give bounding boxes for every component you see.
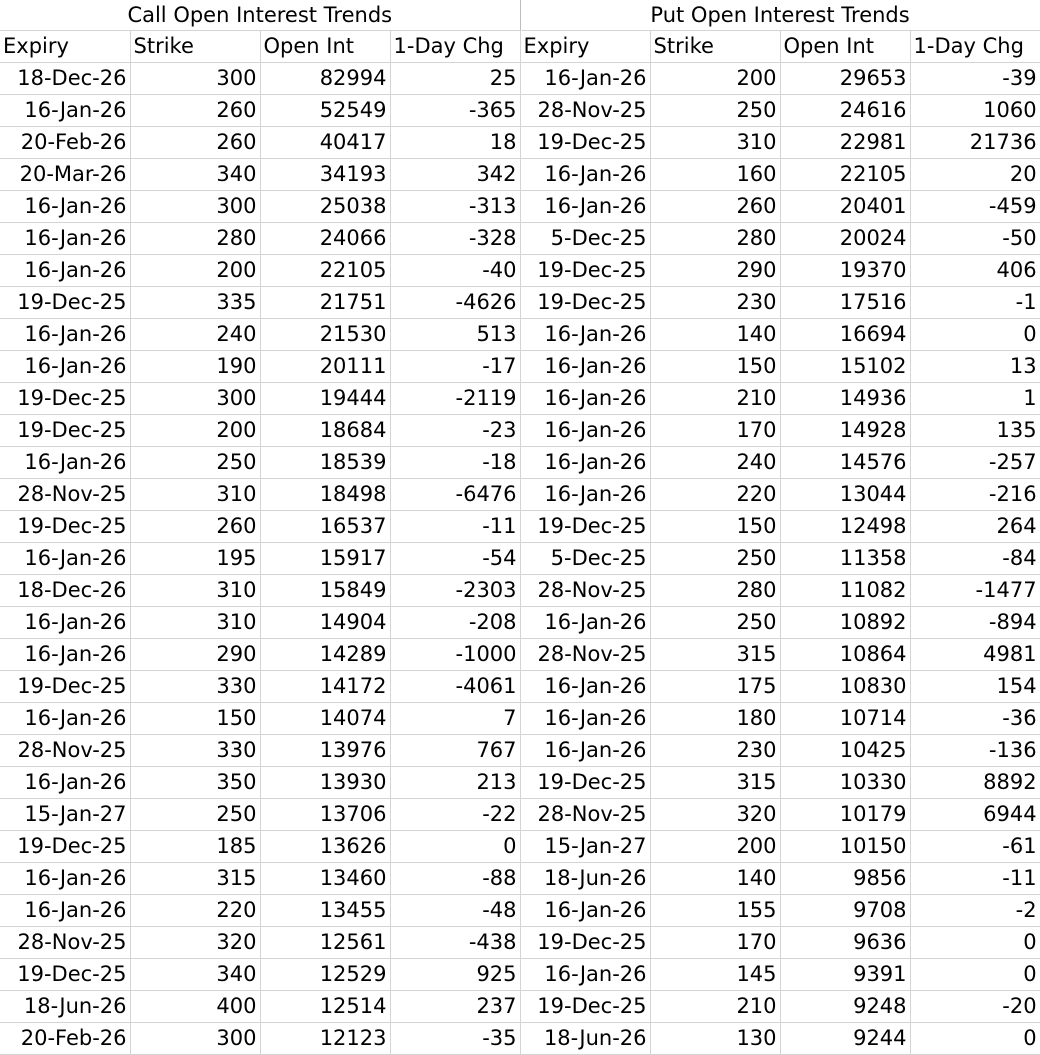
call-cell-open-int[interactable]: 13930 — [260, 766, 390, 798]
put-cell-open-int[interactable]: 11082 — [780, 574, 910, 606]
put-cell-1-day-chg[interactable]: -257 — [910, 446, 1040, 478]
call-cell-expiry[interactable]: 16-Jan-26 — [0, 894, 130, 926]
put-header-strike[interactable]: Strike — [650, 30, 780, 62]
call-cell-1-day-chg[interactable]: -438 — [390, 926, 520, 958]
put-cell-1-day-chg[interactable]: 1 — [910, 382, 1040, 414]
put-cell-strike[interactable]: 170 — [650, 926, 780, 958]
put-header-open-int[interactable]: Open Int — [780, 30, 910, 62]
table-row — [0, 286, 1040, 318]
call-cell-1-day-chg[interactable]: 25 — [390, 62, 520, 94]
table-row — [0, 606, 1040, 638]
call-cell-strike[interactable]: 300 — [130, 1022, 260, 1054]
put-cell-expiry[interactable]: 19-Dec-25 — [520, 254, 650, 286]
call-cell-1-day-chg[interactable]: -208 — [390, 606, 520, 638]
put-cell-strike[interactable]: 230 — [650, 734, 780, 766]
table-row — [0, 1022, 1040, 1054]
put-cell-expiry[interactable]: 19-Dec-25 — [520, 926, 650, 958]
put-cell-expiry[interactable]: 16-Jan-26 — [520, 606, 650, 638]
call-cell-open-int[interactable]: 14289 — [260, 638, 390, 670]
call-cell-strike[interactable]: 300 — [130, 62, 260, 94]
table-row — [0, 798, 1040, 830]
put-cell-expiry[interactable]: 19-Dec-25 — [520, 766, 650, 798]
call-cell-strike[interactable]: 260 — [130, 126, 260, 158]
header-row — [0, 30, 1040, 62]
table-row — [0, 222, 1040, 254]
call-cell-1-day-chg[interactable]: 18 — [390, 126, 520, 158]
table-row — [0, 190, 1040, 222]
call-cell-strike[interactable]: 320 — [130, 926, 260, 958]
call-cell-expiry[interactable]: 19-Dec-25 — [0, 510, 130, 542]
put-cell-open-int[interactable]: 9636 — [780, 926, 910, 958]
table-row — [0, 94, 1040, 126]
put-cell-expiry[interactable]: 28-Nov-25 — [520, 798, 650, 830]
put-cell-open-int[interactable]: 10892 — [780, 606, 910, 638]
table-row — [0, 510, 1040, 542]
call-cell-1-day-chg[interactable]: -22 — [390, 798, 520, 830]
table-row — [0, 254, 1040, 286]
call-cell-strike[interactable]: 310 — [130, 574, 260, 606]
call-cell-strike[interactable]: 400 — [130, 990, 260, 1022]
call-cell-expiry[interactable]: 18-Dec-26 — [0, 574, 130, 606]
call-section-title[interactable]: Call Open Interest Trends — [0, 0, 520, 30]
call-cell-expiry[interactable]: 16-Jan-26 — [0, 542, 130, 574]
put-cell-open-int[interactable]: 9856 — [780, 862, 910, 894]
call-cell-expiry[interactable]: 16-Jan-26 — [0, 190, 130, 222]
call-cell-strike[interactable]: 330 — [130, 670, 260, 702]
call-cell-strike[interactable]: 260 — [130, 94, 260, 126]
call-cell-1-day-chg[interactable]: 7 — [390, 702, 520, 734]
put-cell-strike[interactable]: 145 — [650, 958, 780, 990]
table-row — [0, 478, 1040, 510]
table-row — [0, 158, 1040, 190]
put-cell-open-int[interactable]: 19370 — [780, 254, 910, 286]
call-cell-open-int[interactable]: 21751 — [260, 286, 390, 318]
put-cell-strike[interactable]: 250 — [650, 606, 780, 638]
call-cell-expiry[interactable]: 16-Jan-26 — [0, 702, 130, 734]
put-cell-expiry[interactable]: 19-Dec-25 — [520, 126, 650, 158]
call-cell-strike[interactable]: 150 — [130, 702, 260, 734]
put-cell-strike[interactable]: 280 — [650, 574, 780, 606]
put-cell-strike[interactable]: 250 — [650, 542, 780, 574]
put-cell-open-int[interactable]: 9708 — [780, 894, 910, 926]
put-cell-1-day-chg[interactable]: -459 — [910, 190, 1040, 222]
call-cell-expiry[interactable]: 28-Nov-25 — [0, 926, 130, 958]
put-cell-1-day-chg[interactable]: 6944 — [910, 798, 1040, 830]
put-cell-strike[interactable]: 170 — [650, 414, 780, 446]
call-cell-expiry[interactable]: 16-Jan-26 — [0, 254, 130, 286]
put-cell-1-day-chg[interactable]: -84 — [910, 542, 1040, 574]
table-row — [0, 830, 1040, 862]
call-cell-1-day-chg[interactable]: -23 — [390, 414, 520, 446]
put-header-1-day-chg[interactable]: 1-Day Chg — [910, 30, 1040, 62]
table-row — [0, 926, 1040, 958]
put-cell-strike[interactable]: 210 — [650, 382, 780, 414]
table-row — [0, 62, 1040, 94]
call-cell-1-day-chg[interactable]: -365 — [390, 94, 520, 126]
call-cell-1-day-chg[interactable]: -2303 — [390, 574, 520, 606]
call-cell-1-day-chg[interactable]: -1000 — [390, 638, 520, 670]
put-cell-expiry[interactable]: 16-Jan-26 — [520, 318, 650, 350]
put-cell-strike[interactable]: 200 — [650, 62, 780, 94]
call-cell-expiry[interactable]: 18-Jun-26 — [0, 990, 130, 1022]
put-cell-strike[interactable]: 230 — [650, 286, 780, 318]
put-cell-1-day-chg[interactable]: 406 — [910, 254, 1040, 286]
put-cell-open-int[interactable]: 10150 — [780, 830, 910, 862]
call-cell-1-day-chg[interactable]: -4061 — [390, 670, 520, 702]
put-cell-expiry[interactable]: 28-Nov-25 — [520, 574, 650, 606]
put-cell-1-day-chg[interactable]: -1477 — [910, 574, 1040, 606]
put-cell-open-int[interactable]: 10864 — [780, 638, 910, 670]
put-cell-open-int[interactable]: 11358 — [780, 542, 910, 574]
put-cell-strike[interactable]: 280 — [650, 222, 780, 254]
call-cell-1-day-chg[interactable]: 767 — [390, 734, 520, 766]
call-cell-open-int[interactable]: 12514 — [260, 990, 390, 1022]
call-cell-strike[interactable]: 250 — [130, 446, 260, 478]
call-cell-1-day-chg[interactable]: 213 — [390, 766, 520, 798]
call-cell-expiry[interactable]: 16-Jan-26 — [0, 766, 130, 798]
put-cell-strike[interactable]: 210 — [650, 990, 780, 1022]
call-cell-1-day-chg[interactable]: -18 — [390, 446, 520, 478]
put-cell-open-int[interactable]: 22105 — [780, 158, 910, 190]
put-cell-strike[interactable]: 315 — [650, 638, 780, 670]
put-cell-expiry[interactable]: 16-Jan-26 — [520, 190, 650, 222]
call-cell-1-day-chg[interactable]: -4626 — [390, 286, 520, 318]
table-row — [0, 766, 1040, 798]
table-row — [0, 862, 1040, 894]
call-cell-strike[interactable]: 300 — [130, 382, 260, 414]
call-cell-expiry[interactable]: 19-Dec-25 — [0, 286, 130, 318]
call-cell-open-int[interactable]: 14074 — [260, 702, 390, 734]
call-cell-expiry[interactable]: 20-Mar-26 — [0, 158, 130, 190]
put-cell-open-int[interactable]: 14576 — [780, 446, 910, 478]
call-cell-1-day-chg[interactable]: 925 — [390, 958, 520, 990]
table-row — [0, 894, 1040, 926]
call-cell-open-int[interactable]: 34193 — [260, 158, 390, 190]
put-cell-open-int[interactable]: 13044 — [780, 478, 910, 510]
put-cell-strike[interactable]: 155 — [650, 894, 780, 926]
table-row — [0, 990, 1040, 1022]
put-cell-strike[interactable]: 250 — [650, 94, 780, 126]
call-cell-expiry[interactable]: 16-Jan-26 — [0, 862, 130, 894]
put-cell-open-int[interactable]: 20024 — [780, 222, 910, 254]
call-cell-open-int[interactable]: 25038 — [260, 190, 390, 222]
call-header-open-int[interactable]: Open Int — [260, 30, 390, 62]
put-cell-strike[interactable]: 240 — [650, 446, 780, 478]
call-cell-strike[interactable]: 300 — [130, 190, 260, 222]
call-cell-expiry[interactable]: 19-Dec-25 — [0, 382, 130, 414]
call-cell-strike[interactable]: 280 — [130, 222, 260, 254]
table-row — [0, 350, 1040, 382]
put-cell-expiry[interactable]: 28-Nov-25 — [520, 94, 650, 126]
table-row — [0, 318, 1040, 350]
table-row — [0, 638, 1040, 670]
put-cell-open-int[interactable]: 9391 — [780, 958, 910, 990]
call-cell-open-int[interactable]: 15849 — [260, 574, 390, 606]
call-cell-strike[interactable]: 315 — [130, 862, 260, 894]
call-cell-open-int[interactable]: 18684 — [260, 414, 390, 446]
put-cell-expiry[interactable]: 18-Jun-26 — [520, 862, 650, 894]
put-cell-strike[interactable]: 150 — [650, 510, 780, 542]
put-cell-1-day-chg[interactable]: 13 — [910, 350, 1040, 382]
put-cell-expiry[interactable]: 16-Jan-26 — [520, 958, 650, 990]
call-cell-expiry[interactable]: 19-Dec-25 — [0, 670, 130, 702]
call-cell-strike[interactable]: 310 — [130, 478, 260, 510]
put-cell-open-int[interactable]: 20401 — [780, 190, 910, 222]
put-cell-expiry[interactable]: 5-Dec-25 — [520, 542, 650, 574]
call-cell-open-int[interactable]: 24066 — [260, 222, 390, 254]
put-cell-1-day-chg[interactable]: 0 — [910, 318, 1040, 350]
put-cell-strike[interactable]: 315 — [650, 766, 780, 798]
call-cell-1-day-chg[interactable]: -40 — [390, 254, 520, 286]
put-cell-1-day-chg[interactable]: -39 — [910, 62, 1040, 94]
put-cell-1-day-chg[interactable]: -20 — [910, 990, 1040, 1022]
call-cell-1-day-chg[interactable]: -11 — [390, 510, 520, 542]
call-cell-strike[interactable]: 250 — [130, 798, 260, 830]
call-cell-strike[interactable]: 240 — [130, 318, 260, 350]
call-cell-open-int[interactable]: 16537 — [260, 510, 390, 542]
put-cell-1-day-chg[interactable]: 4981 — [910, 638, 1040, 670]
call-cell-open-int[interactable]: 13976 — [260, 734, 390, 766]
call-cell-1-day-chg[interactable]: -35 — [390, 1022, 520, 1054]
call-cell-strike[interactable]: 330 — [130, 734, 260, 766]
call-header-expiry[interactable]: Expiry — [0, 30, 130, 62]
call-cell-strike[interactable]: 340 — [130, 158, 260, 190]
put-cell-open-int[interactable]: 10830 — [780, 670, 910, 702]
put-cell-1-day-chg[interactable]: -894 — [910, 606, 1040, 638]
table-row — [0, 702, 1040, 734]
call-cell-expiry[interactable]: 20-Feb-26 — [0, 126, 130, 158]
call-cell-1-day-chg[interactable]: -17 — [390, 350, 520, 382]
put-cell-strike[interactable]: 310 — [650, 126, 780, 158]
put-cell-strike[interactable]: 140 — [650, 318, 780, 350]
call-cell-strike[interactable]: 185 — [130, 830, 260, 862]
call-cell-open-int[interactable]: 13706 — [260, 798, 390, 830]
call-cell-strike[interactable]: 340 — [130, 958, 260, 990]
put-cell-expiry[interactable]: 16-Jan-26 — [520, 446, 650, 478]
call-cell-open-int[interactable]: 18498 — [260, 478, 390, 510]
call-cell-strike[interactable]: 335 — [130, 286, 260, 318]
table-row — [0, 574, 1040, 606]
call-cell-strike[interactable]: 200 — [130, 414, 260, 446]
put-cell-expiry[interactable]: 19-Dec-25 — [520, 286, 650, 318]
call-cell-expiry[interactable]: 28-Nov-25 — [0, 734, 130, 766]
put-cell-1-day-chg[interactable]: -2 — [910, 894, 1040, 926]
put-cell-open-int[interactable]: 14928 — [780, 414, 910, 446]
put-cell-strike[interactable]: 130 — [650, 1022, 780, 1054]
put-cell-expiry[interactable]: 16-Jan-26 — [520, 478, 650, 510]
put-cell-open-int[interactable]: 10330 — [780, 766, 910, 798]
call-cell-open-int[interactable]: 52549 — [260, 94, 390, 126]
call-cell-expiry[interactable]: 18-Dec-26 — [0, 62, 130, 94]
call-cell-1-day-chg[interactable]: 0 — [390, 830, 520, 862]
table-row — [0, 382, 1040, 414]
put-cell-1-day-chg[interactable]: 1060 — [910, 94, 1040, 126]
put-cell-open-int[interactable]: 14936 — [780, 382, 910, 414]
call-cell-strike[interactable]: 290 — [130, 638, 260, 670]
put-cell-1-day-chg[interactable]: 0 — [910, 1022, 1040, 1054]
put-section-title[interactable]: Put Open Interest Trends — [520, 0, 1040, 30]
put-cell-strike[interactable]: 260 — [650, 190, 780, 222]
put-cell-expiry[interactable]: 19-Dec-25 — [520, 990, 650, 1022]
call-cell-1-day-chg[interactable]: 237 — [390, 990, 520, 1022]
call-cell-open-int[interactable]: 13460 — [260, 862, 390, 894]
call-cell-expiry[interactable]: 16-Jan-26 — [0, 606, 130, 638]
put-cell-expiry[interactable]: 16-Jan-26 — [520, 734, 650, 766]
put-cell-open-int[interactable]: 17516 — [780, 286, 910, 318]
put-cell-strike[interactable]: 175 — [650, 670, 780, 702]
put-cell-open-int[interactable]: 22981 — [780, 126, 910, 158]
call-header-strike[interactable]: Strike — [130, 30, 260, 62]
put-cell-open-int[interactable]: 9248 — [780, 990, 910, 1022]
call-cell-1-day-chg[interactable]: -313 — [390, 190, 520, 222]
put-cell-expiry[interactable]: 16-Jan-26 — [520, 894, 650, 926]
put-cell-expiry[interactable]: 16-Jan-26 — [520, 670, 650, 702]
table-row — [0, 734, 1040, 766]
put-cell-open-int[interactable]: 10714 — [780, 702, 910, 734]
put-cell-1-day-chg[interactable]: -36 — [910, 702, 1040, 734]
table-row — [0, 446, 1040, 478]
call-cell-open-int[interactable]: 14904 — [260, 606, 390, 638]
put-cell-expiry[interactable]: 5-Dec-25 — [520, 222, 650, 254]
call-cell-expiry[interactable]: 19-Dec-25 — [0, 414, 130, 446]
put-cell-expiry[interactable]: 18-Jun-26 — [520, 1022, 650, 1054]
call-cell-expiry[interactable]: 15-Jan-27 — [0, 798, 130, 830]
put-cell-1-day-chg[interactable]: -50 — [910, 222, 1040, 254]
call-cell-open-int[interactable]: 18539 — [260, 446, 390, 478]
put-cell-open-int[interactable]: 12498 — [780, 510, 910, 542]
call-cell-open-int[interactable]: 13626 — [260, 830, 390, 862]
put-cell-strike[interactable]: 290 — [650, 254, 780, 286]
put-cell-open-int[interactable]: 24616 — [780, 94, 910, 126]
call-cell-open-int[interactable]: 21530 — [260, 318, 390, 350]
put-cell-strike[interactable]: 140 — [650, 862, 780, 894]
call-cell-open-int[interactable]: 40417 — [260, 126, 390, 158]
table-row — [0, 414, 1040, 446]
put-cell-1-day-chg[interactable]: -1 — [910, 286, 1040, 318]
put-cell-1-day-chg[interactable]: 0 — [910, 958, 1040, 990]
call-cell-1-day-chg[interactable]: -48 — [390, 894, 520, 926]
call-cell-expiry[interactable]: 16-Jan-26 — [0, 222, 130, 254]
call-cell-open-int[interactable]: 15917 — [260, 542, 390, 574]
call-cell-expiry[interactable]: 19-Dec-25 — [0, 830, 130, 862]
call-cell-strike[interactable]: 195 — [130, 542, 260, 574]
put-cell-1-day-chg[interactable]: 21736 — [910, 126, 1040, 158]
put-cell-expiry[interactable]: 16-Jan-26 — [520, 158, 650, 190]
call-cell-1-day-chg[interactable]: 513 — [390, 318, 520, 350]
put-cell-expiry[interactable]: 15-Jan-27 — [520, 830, 650, 862]
put-cell-strike[interactable]: 160 — [650, 158, 780, 190]
call-cell-strike[interactable]: 190 — [130, 350, 260, 382]
put-cell-open-int[interactable]: 29653 — [780, 62, 910, 94]
put-cell-open-int[interactable]: 10425 — [780, 734, 910, 766]
call-cell-1-day-chg[interactable]: 342 — [390, 158, 520, 190]
call-cell-strike[interactable]: 200 — [130, 254, 260, 286]
call-cell-open-int[interactable]: 20111 — [260, 350, 390, 382]
title-row — [0, 0, 1040, 30]
call-cell-expiry[interactable]: 16-Jan-26 — [0, 318, 130, 350]
call-cell-strike[interactable]: 350 — [130, 766, 260, 798]
put-cell-1-day-chg[interactable]: -136 — [910, 734, 1040, 766]
put-cell-expiry[interactable]: 16-Jan-26 — [520, 414, 650, 446]
put-cell-1-day-chg[interactable]: 264 — [910, 510, 1040, 542]
put-cell-open-int[interactable]: 9244 — [780, 1022, 910, 1054]
put-header-expiry[interactable]: Expiry — [520, 30, 650, 62]
put-cell-strike[interactable]: 150 — [650, 350, 780, 382]
call-cell-open-int[interactable]: 12123 — [260, 1022, 390, 1054]
call-cell-expiry[interactable]: 20-Feb-26 — [0, 1022, 130, 1054]
call-cell-open-int[interactable]: 12561 — [260, 926, 390, 958]
put-cell-strike[interactable]: 200 — [650, 830, 780, 862]
put-cell-open-int[interactable]: 16694 — [780, 318, 910, 350]
table-row — [0, 670, 1040, 702]
put-cell-open-int[interactable]: 10179 — [780, 798, 910, 830]
put-cell-expiry[interactable]: 16-Jan-26 — [520, 350, 650, 382]
put-cell-expiry[interactable]: 16-Jan-26 — [520, 702, 650, 734]
call-cell-strike[interactable]: 220 — [130, 894, 260, 926]
call-cell-1-day-chg[interactable]: -54 — [390, 542, 520, 574]
call-cell-expiry[interactable]: 19-Dec-25 — [0, 958, 130, 990]
put-cell-1-day-chg[interactable]: 135 — [910, 414, 1040, 446]
call-cell-1-day-chg[interactable]: -2119 — [390, 382, 520, 414]
table-row — [0, 126, 1040, 158]
put-cell-1-day-chg[interactable]: 8892 — [910, 766, 1040, 798]
call-cell-expiry[interactable]: 16-Jan-26 — [0, 94, 130, 126]
call-cell-open-int[interactable]: 82994 — [260, 62, 390, 94]
call-cell-open-int[interactable]: 12529 — [260, 958, 390, 990]
put-cell-strike[interactable]: 220 — [650, 478, 780, 510]
call-cell-open-int[interactable]: 19444 — [260, 382, 390, 414]
put-cell-1-day-chg[interactable]: 0 — [910, 926, 1040, 958]
put-cell-1-day-chg[interactable]: -11 — [910, 862, 1040, 894]
call-cell-strike[interactable]: 260 — [130, 510, 260, 542]
table-row — [0, 958, 1040, 990]
call-cell-open-int[interactable]: 14172 — [260, 670, 390, 702]
call-cell-1-day-chg[interactable]: -88 — [390, 862, 520, 894]
put-cell-expiry[interactable]: 19-Dec-25 — [520, 510, 650, 542]
table-row — [0, 542, 1040, 574]
put-cell-1-day-chg[interactable]: -61 — [910, 830, 1040, 862]
call-cell-1-day-chg[interactable]: -328 — [390, 222, 520, 254]
put-cell-1-day-chg[interactable]: 154 — [910, 670, 1040, 702]
call-cell-1-day-chg[interactable]: -6476 — [390, 478, 520, 510]
call-cell-open-int[interactable]: 13455 — [260, 894, 390, 926]
call-cell-strike[interactable]: 310 — [130, 606, 260, 638]
put-cell-1-day-chg[interactable]: 20 — [910, 158, 1040, 190]
put-cell-expiry[interactable]: 16-Jan-26 — [520, 382, 650, 414]
put-cell-open-int[interactable]: 15102 — [780, 350, 910, 382]
put-cell-1-day-chg[interactable]: -216 — [910, 478, 1040, 510]
call-cell-expiry[interactable]: 16-Jan-26 — [0, 446, 130, 478]
put-cell-expiry[interactable]: 16-Jan-26 — [520, 62, 650, 94]
call-cell-expiry[interactable]: 28-Nov-25 — [0, 478, 130, 510]
put-cell-expiry[interactable]: 28-Nov-25 — [520, 638, 650, 670]
put-cell-strike[interactable]: 320 — [650, 798, 780, 830]
call-cell-expiry[interactable]: 16-Jan-26 — [0, 638, 130, 670]
put-cell-strike[interactable]: 180 — [650, 702, 780, 734]
call-cell-open-int[interactable]: 22105 — [260, 254, 390, 286]
call-cell-expiry[interactable]: 16-Jan-26 — [0, 350, 130, 382]
call-header-1-day-chg[interactable]: 1-Day Chg — [390, 30, 520, 62]
